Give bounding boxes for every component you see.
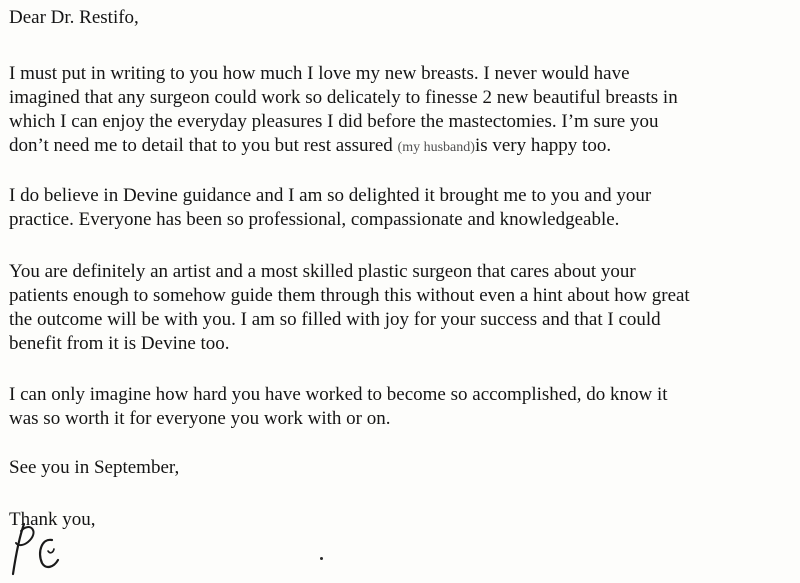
handwritten-signature	[4, 518, 64, 583]
paragraph-1-line-2: imagined that any surgeon could work so delicately to finesse 2 new beautiful breasts in	[9, 87, 678, 108]
salutation: Dear Dr. Restifo,	[9, 7, 139, 28]
closing-thank-you: Thank you,	[9, 509, 96, 530]
paragraph-3-line-1: You are definitely an artist and a most skilled plastic surgeon that cares about your	[9, 261, 636, 282]
paragraph-3-line-2: patients enough to somehow guide them through this without even a hint about how great	[9, 285, 690, 306]
paragraph-1-line-1: I must put in writing to you how much I love my new breasts. I never would have	[9, 63, 630, 84]
paragraph-1-line-3: which I can enjoy the everyday pleasures I did before the mastectomies. I’m sure you	[9, 111, 659, 132]
closing-see-you: See you in September,	[9, 457, 180, 478]
paragraph-1-line-4	[9, 134, 611, 159]
paragraph-1-line-4-start: don’t need me to detail that to you but rest assured	[9, 135, 398, 156]
paragraph-1-line-4-end: is very happy too.	[474, 135, 612, 156]
paragraph-3-line-4: benefit from it is Devine too.	[9, 333, 230, 354]
paragraph-2-line-2: practice. Everyone has been so professional, compassionate and knowledgeable.	[9, 209, 620, 230]
paragraph-3-line-3: the outcome will be with you. I am so filled with joy for your success and that I could	[9, 309, 661, 330]
paragraph-2-line-1: I do believe in Devine guidance and I am so delighted it brought me to you and your	[9, 185, 652, 206]
paper-speck	[320, 557, 323, 560]
paragraph-4-line-1: I can only imagine how hard you have worked to become so accomplished, do know it	[9, 384, 668, 405]
redaction-replacement-text: (my husband)	[397, 140, 475, 155]
paragraph-4-line-2: was so worth it for everyone you work with or on.	[9, 408, 391, 429]
